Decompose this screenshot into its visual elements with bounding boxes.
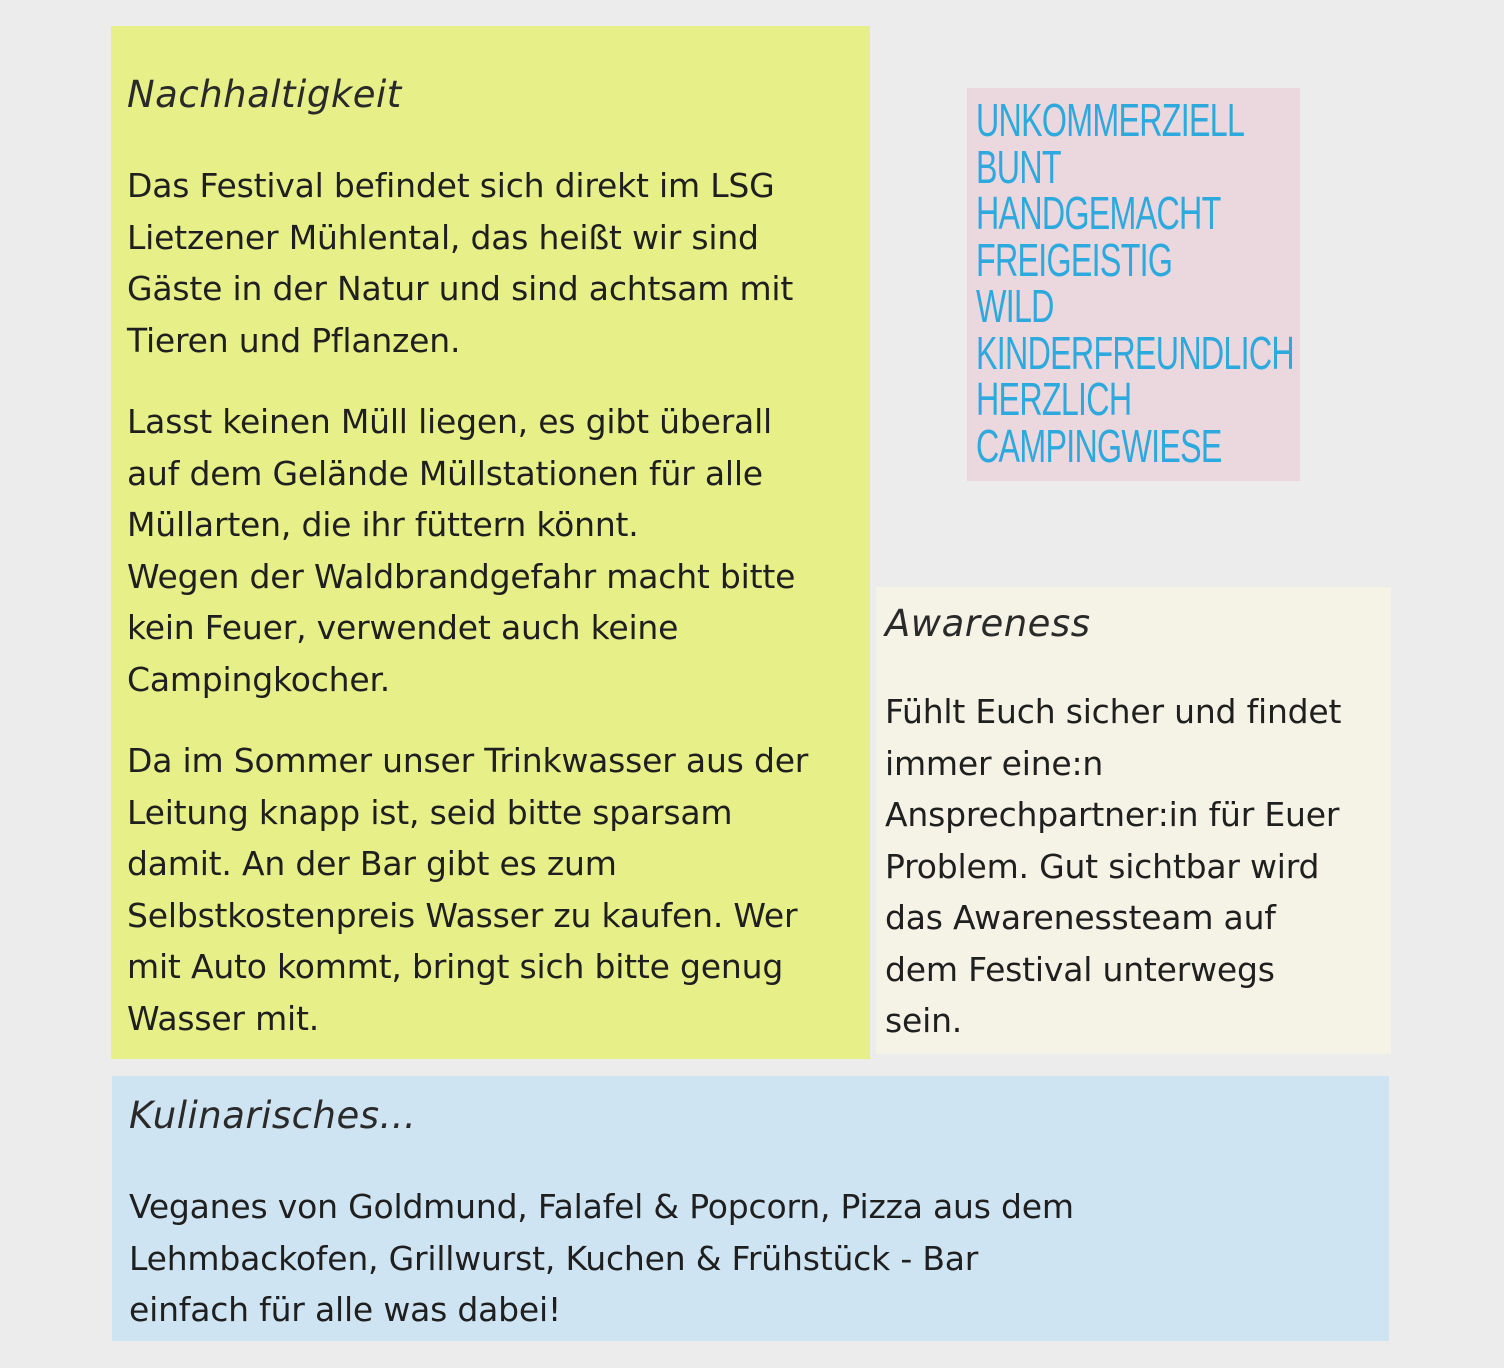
keyword-item: HERZLICH	[976, 373, 1132, 425]
sustainability-paragraph-waste-fire: Lasst keinen Müll liegen, es gibt überall auf dem Gelände Müllstationen für alle Müllarten, die ihr füttern könnt. Wegen der Waldbrandgefahr macht bitte kein Feuer, verwendet auch keine Campingkocher.	[127, 402, 796, 699]
keyword-item: HANDGEMACHT	[976, 187, 1221, 239]
keywords-box	[967, 88, 1300, 481]
awareness-text: Fühlt Euch sicher und findet immer eine:n Ansprechpartner:in für Euer Problem. Gut sichtbar wird das Awarenessteam auf dem Festival unterwegs sein.	[885, 692, 1342, 1040]
sustainability-card	[111, 26, 870, 1059]
culinary-text: Veganes von Goldmund, Falafel & Popcorn, Pizza aus dem Lehmbackofen, Grillwurst, Kuchen & Frühstück - Bar einfach für alle was dabei!	[129, 1187, 1074, 1329]
sustainability-paragraph-water: Da im Sommer unser Trinkwasser aus der Leitung knapp ist, seid bitte sparsam damit. An der Bar gibt es zum Selbstkostenpreis Wasser zu kaufen. Wer mit Auto kommt, bringt sich bitte genug Wasser mit.	[127, 741, 809, 1038]
sustainability-paragraph-nature: Das Festival befindet sich direkt im LSG Lietzener Mühlental, das heißt wir sind Gäste in der Natur und sind achtsam mit Tieren und Pflanzen.	[127, 166, 794, 360]
awareness-card	[876, 587, 1391, 1054]
keyword-item: WILD	[976, 280, 1054, 332]
keyword-item: BUNT	[976, 140, 1061, 193]
sustainability-title: Nachhaltigkeit	[127, 73, 402, 116]
culinary-title: Kulinarisches...	[129, 1094, 417, 1137]
culinary-card	[112, 1076, 1389, 1341]
keyword-item: FREIGEISTIG	[976, 233, 1173, 286]
awareness-title: Awareness	[885, 602, 1091, 645]
keyword-item: UNKOMMERZIELL	[976, 94, 1245, 146]
keyword-item: CAMPINGWIESE	[976, 419, 1222, 472]
keyword-item: KINDERFREUNDLICH	[976, 326, 1294, 379]
